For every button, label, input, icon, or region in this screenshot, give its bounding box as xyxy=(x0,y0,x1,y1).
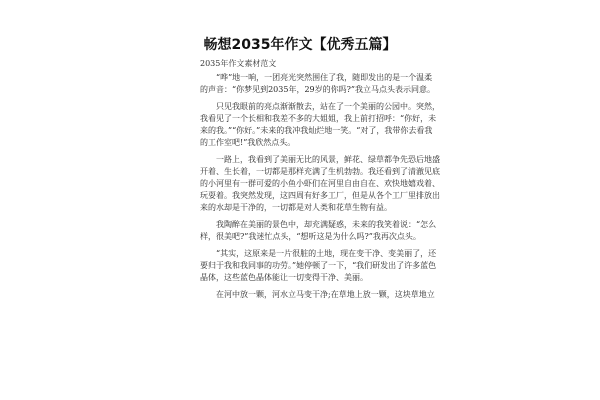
document-subtitle: 2035年作文素材范文 xyxy=(200,59,277,68)
text-line: 我看见了一个长相和我差不多的大姐姐，我上前打招呼：“你好，未 xyxy=(200,114,437,123)
paragraph-3 xyxy=(200,154,440,214)
document-body xyxy=(200,72,440,306)
paragraph-6 xyxy=(200,289,435,301)
text-line: 我陶醉在美丽的景色中，却充满疑惑，未来的我笑着说：“怎么 xyxy=(216,220,437,229)
text-line: 来的水却是干净的，一切都是对人类和花草生物有益。 xyxy=(200,203,392,212)
text-line: 在河中放一颗，河水立马变干净;在草地上放一颗，这块草地立 xyxy=(216,290,435,299)
paragraph-5 xyxy=(200,248,437,284)
text-line: “哗”地一响，一团亮光突然围住了我，随即发出的是一个温柔 xyxy=(216,73,433,82)
text-line: 一路上，我看到了美丽无比的风景，鲜花、绿草都争先恐后地盛 xyxy=(216,155,440,164)
text-line: “其实，这原来是一片很脏的土地，现在变干净、变美丽了，还 xyxy=(216,249,437,258)
text-line: 晶体，这些蓝色晶体能让一切变得干净、美丽。 xyxy=(200,273,368,282)
text-line: 只见我眼前的亮点渐渐散去，站在了一个美丽的公园中。突然， xyxy=(216,102,440,111)
text-line: 要归于我和我同事的功劳。”她停顿了一下，“我们研发出了许多蓝色 xyxy=(200,261,437,270)
text-line: 的小河里有一群可爱的小鱼小虾们在河里自由自在、欢快地嬉戏着、 xyxy=(200,179,440,188)
text-line: 的声音：“你梦见到2035年，29岁的你吗?”我立马点头表示同意。 xyxy=(200,85,436,94)
text-line: 玩耍着。我突然发现，这四周有好多工厂，但是从各个工厂里排放出 xyxy=(200,191,440,200)
text-line: 的工作室吧!”我欣然点头。 xyxy=(200,138,296,147)
paragraph-2 xyxy=(200,101,440,149)
paragraph-1 xyxy=(200,72,436,96)
paragraph-4 xyxy=(200,219,437,243)
text-line: 样，很美吧?”我迷忙点头，“想听这是为什么吗?”我再次点头。 xyxy=(200,232,421,241)
document-title: 畅想2035年作文【优秀五篇】 xyxy=(203,37,397,53)
text-line: 开着、生长着，一切都是那样充满了生机勃勃。我还看到了清澈见底 xyxy=(200,167,440,176)
text-line: 来的我。”“你好。”未来的我冲我灿烂地一笑。“对了，我带你去看我 xyxy=(200,126,433,135)
